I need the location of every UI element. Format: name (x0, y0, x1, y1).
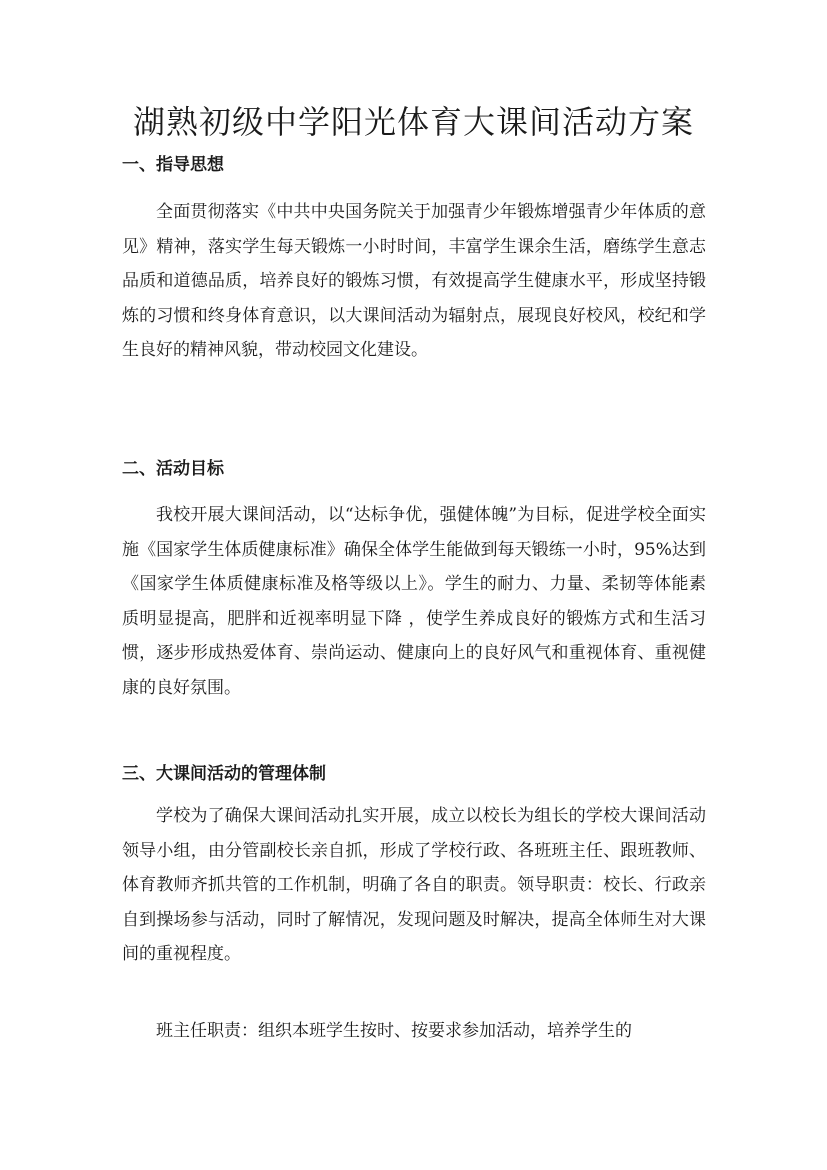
section-heading-guiding-ideology: 一、指导思想 (122, 155, 224, 175)
section-heading-activity-goals: 二、活动目标 (122, 459, 224, 479)
paragraph-management-system: 学校为了确保大课间活动扎实开展，成立以校长为组长的学校大课间活动领导小组，由分管副校长亲自抓，形成了学校行政、各班班主任、跟班教师、体育教师齐抓共管的工作机制，明确了各自的职责。领导职责：校长、行政亲自到操场参与活动，同时了解情况，发现问题及时解决，提高全体师生对大课间的重视程度。 (122, 806, 706, 964)
paragraph-guiding-ideology: 全面贯彻落实《中共中央国务院关于加强青少年锻炼增强青少年体质的意见》精神，落实学生每天锻炼一小时时间，丰富学生课余生活，磨练学生意志品质和道德品质，培养良好的锻炼习惯，有效提高学生健康水平，形成坚持锻炼的习惯和终身体育意识，以大课间活动为辐射点，展现良好校风，校纪和学生良好的精神风貌，带动校园文化建设。 (122, 202, 706, 360)
paragraph-activity-goals: 我校开展大课间活动，以“达标争优，强健体魄”为目标，促进学校全面实施《国家学生体质健康标准》确保全体学生能做到每天锻练一小时，95%达到《国家学生体质健康标准及格等级以上》。学生的耐力、力量、柔韧等体能素质明显提高，肥胖和近视率明显下降 ，使学生养成良好的锻炼方式和生活习惯，逐步形成热爱体育、崇尚运动、健康向上的良好风气和重视体育、重视健康的良好氛围。 (122, 505, 706, 698)
section-heading-management-system: 三、大课间活动的管理体制 (122, 764, 326, 784)
paragraph-head-teacher-duties: 班主任职责：组织本班学生按时、按要求参加活动，培养学生的 (156, 1021, 632, 1041)
document-title: 湖熟初级中学阳光体育大课间活动方案 (132, 103, 694, 141)
